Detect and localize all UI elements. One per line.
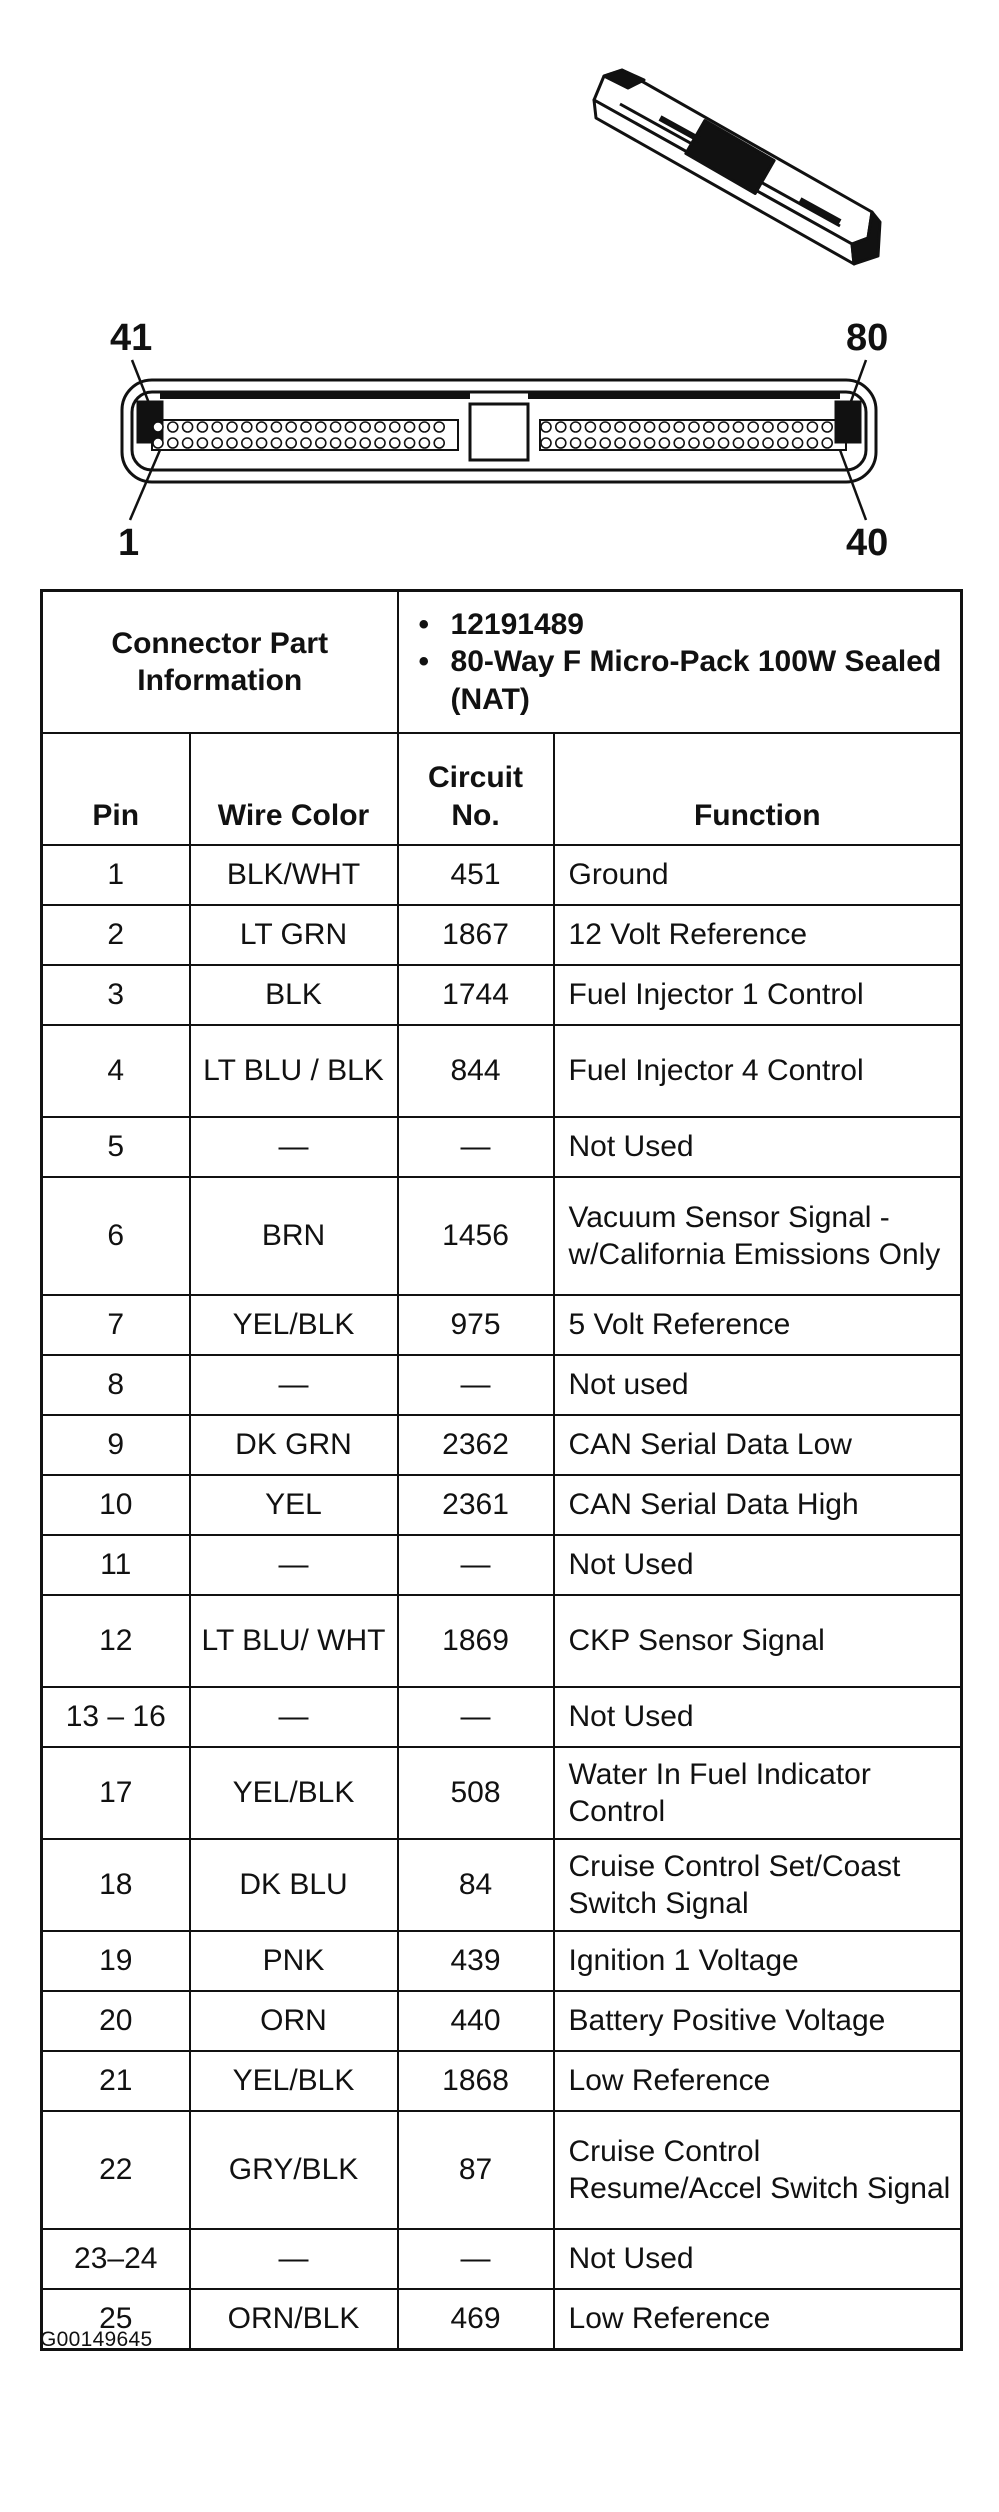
pin-hole [793,438,803,448]
pin-hole [286,422,296,432]
circuit-no-cell: 1869 [398,1595,554,1687]
pin-hole [689,438,699,448]
pin-cell: 13 – 16 [42,1687,190,1747]
function-cell: 5 Volt Reference [554,1295,962,1355]
circuit-no-cell: 1867 [398,905,554,965]
circuit-no-cell: — [398,1117,554,1177]
function-cell: Not used [554,1355,962,1415]
pin-hole [556,422,566,432]
pin-hole [286,438,296,448]
pin-cell: 10 [42,1475,190,1535]
circuit-no-cell: 2362 [398,1415,554,1475]
col-header-circuit-no: Circuit No. [398,733,554,845]
pin-hole [227,438,237,448]
function-cell: Cruise Control Set/Coast Switch Signal [554,1839,962,1931]
pin-hole [615,438,625,448]
pin-hole [183,422,193,432]
circuit-no-cell: 508 [398,1747,554,1839]
connector-info-list [398,591,962,734]
pin-cell: 1 [42,845,190,905]
pin-hole [793,422,803,432]
pin-hole [345,422,355,432]
function-cell: Fuel Injector 4 Control [554,1025,962,1117]
table-row [42,1025,962,1117]
function-cell: Ignition 1 Voltage [554,1931,962,1991]
pin-hole [345,438,355,448]
col-header-pin: Pin [42,733,190,845]
pin-hole [748,438,758,448]
function-cell: Vacuum Sensor Signal - w/California Emissions Only [554,1177,962,1295]
connector-description: 80-Way F Micro-Pack 100W Sealed (NAT) [450,645,942,716]
wire-color-cell: ORN [190,1991,398,2051]
wire-color-cell: — [190,1117,398,1177]
pin-hole [153,438,163,448]
pin-hole [405,438,415,448]
circuit-no-cell: 469 [398,2289,554,2349]
table-row [42,1839,962,1931]
pin-hole [585,422,595,432]
pin-hole [645,422,655,432]
connector-info-item: • 80-Way F Micro-Pack 100W Sealed (NAT) [419,643,953,718]
pin-hole [242,438,252,448]
function-cell: Water In Fuel Indicator Control [554,1747,962,1839]
function-cell: Battery Positive Voltage [554,1991,962,2051]
pin-cell: 5 [42,1117,190,1177]
wire-color-cell: ORN/BLK [190,2289,398,2349]
pin-hole [271,422,281,432]
pin-hole [541,438,551,448]
pin-hole [242,422,252,432]
wire-color-cell: — [190,1687,398,1747]
pin-hole [659,422,669,432]
pin-hole [434,438,444,448]
pin-hole [719,422,729,432]
pin-label-40: 40 [846,522,889,564]
figure-id: G00149645 [40,2328,153,2351]
pin-hole [571,422,581,432]
circuit-no-cell: 844 [398,1025,554,1117]
pin-hole [674,422,684,432]
table-row [42,2051,962,2111]
function-cell: CAN Serial Data High [554,1475,962,1535]
pin-hole [778,438,788,448]
pin-hole [704,422,714,432]
connector-info-row [42,591,962,734]
table-row [42,1687,962,1747]
pin-hole [571,438,581,448]
pin-hole [763,422,773,432]
pin-hole [212,438,222,448]
table-row [42,1931,962,1991]
pin-hole [301,422,311,432]
pin-hole [257,438,267,448]
circuit-no-cell: 975 [398,1295,554,1355]
pin-hole [689,422,699,432]
table-row [42,1475,962,1535]
wire-color-cell: YEL/BLK [190,2051,398,2111]
table-row [42,2111,962,2229]
circuit-no-cell: 87 [398,2111,554,2229]
table-row [42,2289,962,2349]
table-row [42,2229,962,2289]
pin-hole [630,438,640,448]
pin-label-41: 41 [110,317,153,359]
function-cell: 12 Volt Reference [554,905,962,965]
pin-hole [316,422,326,432]
wire-color-cell: YEL/BLK [190,1747,398,1839]
pin-hole [733,422,743,432]
circuit-no-cell: 84 [398,1839,554,1931]
col-header-function: Function [554,733,962,845]
circuit-no-cell: 1744 [398,965,554,1025]
pin-hole [405,422,415,432]
pin-hole [763,438,773,448]
pin-hole [600,422,610,432]
pin-hole [331,422,341,432]
column-header-row [42,733,962,845]
wire-color-cell: BLK/WHT [190,845,398,905]
pin-cell: 4 [42,1025,190,1117]
pin-hole [360,438,370,448]
pin-hole [197,422,207,432]
table-row [42,1415,962,1475]
pin-cell: 21 [42,2051,190,2111]
connector-pin-table [40,589,963,2351]
circuit-no-cell: — [398,1355,554,1415]
pin-hole [227,422,237,432]
pin-cell: 6 [42,1177,190,1295]
pin-cell: 3 [42,965,190,1025]
wire-color-cell: YEL/BLK [190,1295,398,1355]
pin-hole [316,438,326,448]
function-cell: Not Used [554,1687,962,1747]
wire-color-cell: — [190,1355,398,1415]
connector-info-item: • 12191489 [419,606,953,644]
pin-hole [659,438,669,448]
pin-hole [778,422,788,432]
col-header-wire-color: Wire Color [190,733,398,845]
circuit-no-cell: 1868 [398,2051,554,2111]
pin-hole [271,438,281,448]
pin-hole [212,422,222,432]
pin-hole [719,438,729,448]
wire-color-cell: YEL [190,1475,398,1535]
table-row [42,845,962,905]
function-cell: CAN Serial Data Low [554,1415,962,1475]
function-cell: Not Used [554,1117,962,1177]
wire-color-cell: LT GRN [190,905,398,965]
pin-hole [748,422,758,432]
pin-rows [42,845,962,2349]
wire-color-cell: PNK [190,1931,398,1991]
pin-label-80: 80 [846,317,889,359]
pin-hole [360,422,370,432]
pin-hole [168,422,178,432]
table-row [42,1177,962,1295]
circuit-no-cell: 440 [398,1991,554,2051]
pin-cell: 8 [42,1355,190,1415]
pin-cell: 7 [42,1295,190,1355]
wire-color-cell: LT BLU/ WHT [190,1595,398,1687]
pin-hole [197,438,207,448]
table-row [42,1595,962,1687]
wire-color-cell: BRN [190,1177,398,1295]
wire-color-cell: GRY/BLK [190,2111,398,2229]
wire-color-cell: LT BLU / BLK [190,1025,398,1117]
part-number: 12191489 [450,607,584,641]
pin-hole [390,422,400,432]
circuit-no-cell: 439 [398,1931,554,1991]
circuit-no-cell: — [398,1535,554,1595]
table-row [42,1355,962,1415]
wire-color-cell: BLK [190,965,398,1025]
pin-cell: 17 [42,1747,190,1839]
pin-hole [183,438,193,448]
pin-hole [168,438,178,448]
pin-hole [630,422,640,432]
circuit-no-cell: 1456 [398,1177,554,1295]
pin-hole [331,438,341,448]
wire-color-cell: DK BLU [190,1839,398,1931]
pin-hole [390,438,400,448]
pin-hole [257,422,267,432]
pin-hole [419,438,429,448]
pin-hole [375,422,385,432]
pin-hole [674,438,684,448]
pin-hole [807,422,817,432]
table-row [42,905,962,965]
connector-diagram [0,0,999,585]
pin-hole [615,422,625,432]
pin-hole [375,438,385,448]
pin-hole [733,438,743,448]
function-cell: Not Used [554,1535,962,1595]
pin-hole [600,438,610,448]
pin-cell: 20 [42,1991,190,2051]
circuit-no-cell: — [398,2229,554,2289]
pin-hole [434,422,444,432]
function-cell: Ground [554,845,962,905]
pin-cell: 11 [42,1535,190,1595]
connector-info-header: Connector Part Information [42,591,398,734]
wire-color-cell: — [190,2229,398,2289]
connector-3d-illustration [594,70,880,264]
circuit-no-cell: 2361 [398,1475,554,1535]
pin-hole [541,422,551,432]
pin-cell: 12 [42,1595,190,1687]
pin-hole [807,438,817,448]
pin-hole [704,438,714,448]
pin-label-1: 1 [118,522,140,564]
pin-cell: 23–24 [42,2229,190,2289]
pin-hole [153,422,163,432]
table-row [42,1747,962,1839]
pin-hole [585,438,595,448]
pin-cell: 19 [42,1931,190,1991]
table-row [42,1991,962,2051]
function-cell: Low Reference [554,2051,962,2111]
pin-hole [822,422,832,432]
wire-color-cell: — [190,1535,398,1595]
table-row [42,1295,962,1355]
pin-hole [301,438,311,448]
pin-cell: 18 [42,1839,190,1931]
pin-hole [822,438,832,448]
circuit-no-cell: — [398,1687,554,1747]
circuit-no-cell: 451 [398,845,554,905]
function-cell: Cruise Control Resume/Accel Switch Signal [554,2111,962,2229]
table-row [42,1535,962,1595]
pin-hole [556,438,566,448]
table-row [42,965,962,1025]
function-cell: CKP Sensor Signal [554,1595,962,1687]
pin-hole [645,438,655,448]
wire-color-cell: DK GRN [190,1415,398,1475]
pin-cell: 2 [42,905,190,965]
function-cell: Low Reference [554,2289,962,2349]
pin-hole [419,422,429,432]
pin-cell: 25 [42,2289,190,2349]
pin-cell: 22 [42,2111,190,2229]
function-cell: Not Used [554,2229,962,2289]
pin-cell: 9 [42,1415,190,1475]
table-row [42,1117,962,1177]
function-cell: Fuel Injector 1 Control [554,965,962,1025]
